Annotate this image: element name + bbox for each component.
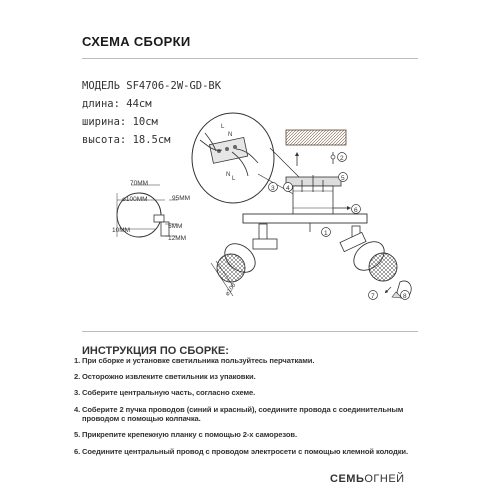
svg-text:5: 5 (341, 175, 345, 182)
svg-text:2: 2 (340, 155, 344, 162)
dim-h5: 5MM (168, 223, 183, 230)
brand-logo: СЕМЬОГНЕЙ (330, 473, 405, 485)
spec-length: длина: 44см (82, 98, 152, 110)
callout-7 (369, 291, 378, 301)
dim-w95: 95MM (172, 195, 191, 202)
svg-text:N: N (228, 132, 233, 138)
dim-phi100: ⌀100 (224, 282, 238, 298)
callout-2 (338, 153, 347, 163)
instruction-step: 6. Соедините центральный провод с проводом электросети с помощью клемной колодки. (74, 446, 408, 456)
left-spotlight (211, 224, 277, 296)
instruction-step: 4. Соберите 2 пучка проводов (синий и красный), соедините провода с соединительным проводом с помощью колпачка. (74, 404, 404, 424)
dim-d100: ⌀100MM (122, 196, 148, 203)
svg-text:4: 4 (286, 185, 290, 192)
instructions-title: ИНСТРУКЦИЯ ПО СБОРКЕ: (82, 345, 229, 357)
callout-5 (339, 173, 348, 183)
instruction-step: 5. Прикрепите крепежную планку с помощью 2-х саморезов. (74, 430, 297, 440)
instructions-list (74, 356, 434, 463)
callout-6 (352, 205, 361, 215)
section-divider (82, 331, 418, 332)
callout-3 (269, 183, 278, 193)
spec-width: ширина: 10см (82, 116, 158, 128)
svg-text:8: 8 (403, 293, 407, 300)
callout-4 (284, 183, 293, 193)
instruction-step: 3. Соберите центральную часть, согласно схеме. (74, 388, 256, 398)
instruction-step: 1. При сборке и установке светильника пользуйтесь перчатками. (74, 356, 315, 365)
svg-text:L: L (232, 176, 236, 182)
svg-text:N: N (226, 172, 231, 178)
svg-text:7: 7 (371, 293, 375, 300)
svg-text:L: L (221, 124, 225, 130)
callout-8 (401, 291, 410, 301)
spec-height: высота: 18.5см (82, 134, 171, 146)
dim-w70: 70MM (130, 180, 149, 187)
page-title: СХЕМА СБОРКИ (82, 34, 191, 49)
instruction-step: 2. Осторожно извлеките светильник из упаковки. (74, 372, 256, 382)
right-spotlight (340, 226, 411, 298)
dimension-drawing (112, 180, 190, 242)
spec-model: МОДЕЛЬ SF4706-2W-GD-BK (82, 80, 222, 92)
svg-text:1: 1 (324, 230, 328, 237)
callout-1 (322, 228, 331, 238)
dim-h12: 12MM (168, 235, 187, 242)
dim-h10: 10MM (112, 227, 131, 234)
svg-text:6: 6 (354, 207, 358, 214)
svg-text:3: 3 (271, 185, 275, 192)
